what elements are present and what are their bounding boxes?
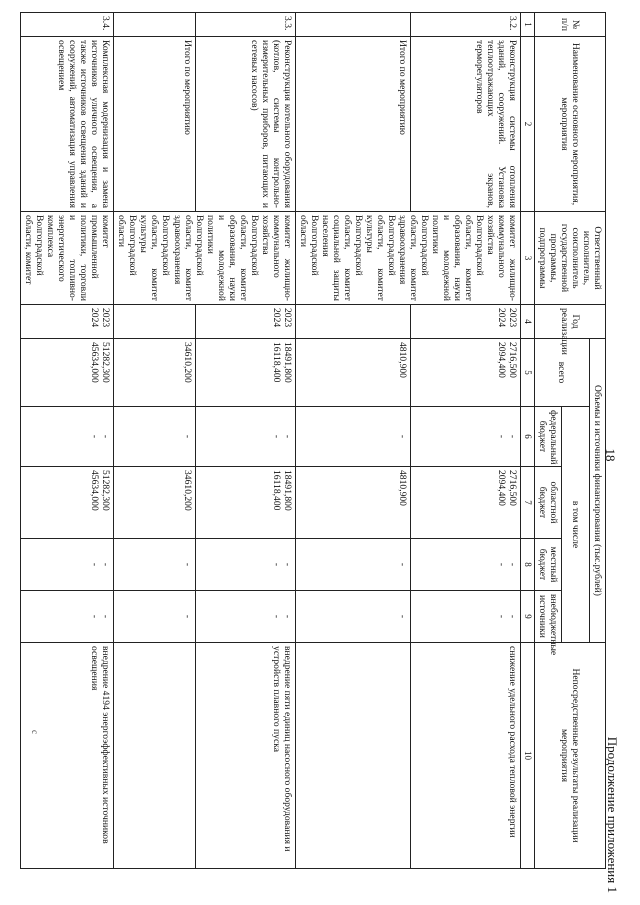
- cell-value: -: [507, 434, 519, 439]
- row-extra: [411, 591, 521, 643]
- column-number: 2: [521, 37, 534, 212]
- table-row-total: [295, 13, 411, 869]
- cell-value: 45634,000: [89, 470, 101, 511]
- row-no: 3.3.: [195, 13, 295, 37]
- year-value: 2024: [89, 308, 101, 328]
- cell-value: -: [507, 562, 519, 567]
- column-number-row: [521, 13, 534, 869]
- cell-value: 2716,500: [507, 470, 519, 506]
- row-years: [195, 305, 295, 339]
- row-name: Реконструкция котельного оборудования (котлов, системы контрольно-измерительных приборов, питающих и сетевых насосов): [195, 37, 295, 212]
- cell-value: -: [89, 434, 101, 439]
- cell-value: 2094,400: [496, 470, 508, 506]
- table-row: [21, 13, 114, 869]
- column-number: 9: [521, 591, 534, 643]
- row-regional: [195, 467, 295, 539]
- row-result: внедрение пяти единиц насосного оборудования и устройств плавного пуска: [195, 643, 295, 869]
- cell-value: 18491,800: [281, 342, 293, 383]
- cell-value: 45634,000: [89, 342, 101, 383]
- cell-value: -: [270, 562, 282, 567]
- row-local: [21, 539, 114, 591]
- page-number: 18: [603, 448, 618, 462]
- cell-value: -: [507, 614, 519, 619]
- year-value: 2024: [270, 308, 282, 328]
- header-federal: федеральный бюджет: [534, 407, 561, 467]
- sum-local: -: [295, 539, 411, 591]
- sum-total: 34610,200: [114, 339, 196, 407]
- header-local: местный бюджет: [534, 539, 561, 591]
- sum-regional: 4810,900: [295, 467, 411, 539]
- row-result: внедрение 4194 энергоэффективных источников освещения: [21, 643, 114, 869]
- cell-value: -: [270, 614, 282, 619]
- row-name: Реконструкция системы отопления зданий, сооружений. Установка теплоотражающих экранов, терморегуляторов: [411, 37, 521, 212]
- row-extra: [195, 591, 295, 643]
- column-number: 1: [521, 13, 534, 37]
- column-number: 10: [521, 643, 534, 869]
- row-no: 3.2.: [411, 13, 521, 37]
- cell-value: 16118,400: [270, 470, 282, 511]
- cell-value: 2094,400: [496, 342, 508, 378]
- header-extra: внебюджетные источники: [534, 591, 561, 643]
- sum-federal: -: [295, 407, 411, 467]
- table-row: [411, 13, 521, 869]
- year-value: 2023: [281, 308, 293, 328]
- row-local: [195, 539, 295, 591]
- corner-mark: c: [30, 730, 40, 734]
- cell-value: -: [100, 434, 112, 439]
- cell-value: -: [100, 562, 112, 567]
- row-sum-label: Итого по мероприятию: [295, 37, 411, 212]
- header-regional: областной бюджет: [534, 467, 561, 539]
- cell-value: -: [89, 562, 101, 567]
- row-sum-label: Итого по мероприятию: [114, 37, 196, 212]
- column-number: 3: [521, 212, 534, 305]
- row-federal: [195, 407, 295, 467]
- cell-value: -: [89, 614, 101, 619]
- cell-value: -: [281, 614, 293, 619]
- cell-value: 18491,800: [281, 470, 293, 511]
- header-name: Наименование основного мероприятия, мероприятия: [534, 37, 605, 212]
- sum-total: 4810,900: [295, 339, 411, 407]
- header-responsible: Ответственный исполнитель, соисполнитель государственной программы, подпрограммы: [534, 212, 605, 305]
- column-number: 6: [521, 407, 534, 467]
- row-name: Комплексная модернизация и замена источников уличного освещения, а также источников освещения зданий и сооружений, автоматизация управления освещением: [21, 37, 114, 212]
- row-total: [411, 339, 521, 407]
- row-responsible: комитет промышленной политики, торговли и топливно-энергетического комплекса Волгоградской области, комитет: [21, 212, 114, 305]
- row-federal: [21, 407, 114, 467]
- cell-value: -: [281, 562, 293, 567]
- header-year: Год реализации: [534, 305, 605, 339]
- cell-value: -: [496, 614, 508, 619]
- row-federal: [411, 407, 521, 467]
- funding-table: [20, 12, 606, 869]
- sum-regional: 34610,200: [114, 467, 196, 539]
- header-results: Непосредственные результаты реализации мероприятия: [534, 643, 605, 869]
- row-result: снижение удельного расхода тепловой энергии: [411, 643, 521, 869]
- cell-value: -: [496, 434, 508, 439]
- column-number: 4: [521, 305, 534, 339]
- row-responsible: комитет жилищно-коммунального хозяйства Волгоградской области, комитет образования, науки и молодежной политики Волгоградской области, комитет здравоохранения Волгоградской области, комитет культуры Волгоградской области: [114, 212, 296, 305]
- row-no: 3.4.: [21, 13, 114, 37]
- header-funding-group: Объемы и источники финансирования (тыс.рублей): [589, 339, 605, 643]
- table-row-total: [114, 13, 196, 869]
- cell-value: 51282,300: [100, 342, 112, 383]
- sum-federal: -: [114, 407, 196, 467]
- cell-value: -: [496, 562, 508, 567]
- row-regional: [411, 467, 521, 539]
- year-value: 2023: [507, 308, 519, 328]
- table-row: [195, 13, 295, 869]
- column-number: 7: [521, 467, 534, 539]
- cell-value: 51282,300: [100, 470, 112, 511]
- sum-extra: -: [295, 591, 411, 643]
- row-responsible: комитет жилищно-коммунального хозяйства Волгоградской области, комитет образования, науки и молодежной политики Волгоградской области, комитет здравоохранения Волгоградской области, комитет культуры Волгоградской области, комитет социальной защиты населения Волгоградской области: [295, 212, 521, 305]
- sum-extra: -: [114, 591, 196, 643]
- header-total: всего: [534, 339, 589, 407]
- header-incl: в том числе: [561, 407, 589, 643]
- cell-value: 16118,400: [270, 342, 282, 383]
- row-years: [411, 305, 521, 339]
- column-number: 5: [521, 339, 534, 407]
- column-number: 8: [521, 539, 534, 591]
- year-value: 2024: [496, 308, 508, 328]
- cell-value: 2716,500: [507, 342, 519, 378]
- row-total: [195, 339, 295, 407]
- year-value: 2023: [100, 308, 112, 328]
- row-local: [411, 539, 521, 591]
- appendix-label: Продолжение приложения 1: [605, 736, 620, 893]
- header-no: № п/п: [534, 13, 605, 37]
- row-regional: [21, 467, 114, 539]
- sum-local: -: [114, 539, 196, 591]
- cell-value: -: [281, 434, 293, 439]
- cell-value: -: [270, 434, 282, 439]
- row-extra: [21, 591, 114, 643]
- cell-value: -: [100, 614, 112, 619]
- row-total: [21, 339, 114, 407]
- row-years: [21, 305, 114, 339]
